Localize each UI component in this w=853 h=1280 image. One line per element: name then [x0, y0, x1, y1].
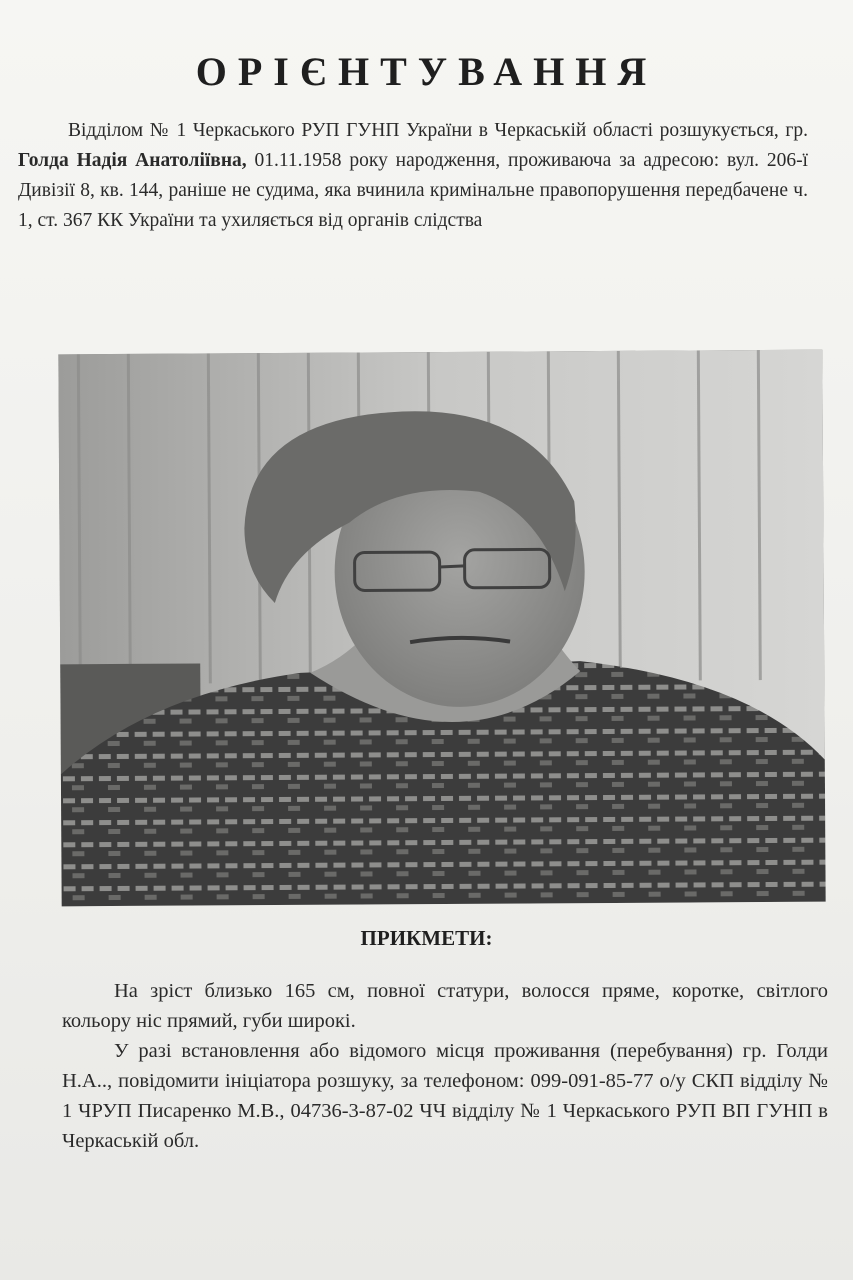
person-photo [58, 350, 825, 907]
document-title: ОРІЄНТУВАННЯ [195, 49, 658, 94]
intro-text-part1: Відділом № 1 Черкаського РУП ГУНП України в Черкаській області розшукується, гр. [68, 120, 808, 141]
features-heading: ПРИКМЕТИ: [360, 926, 493, 950]
contact-paragraph: У разі встановлення або відомого місця проживання (перебування) гр. Голди Н.А.., повідомити ініціатора розшуку, за телефоном: 099-091-85-77 о/у СКП відділу № 1 ЧРУП Писаренко М.В., 04736-3-87-02 ЧЧ відділу № 1 Черкаського РУП ВП ГУНП в Черкаській обл. [62, 1040, 828, 1152]
description-paragraph: На зріст близько 165 см, повної статури, волосся пряме, коротке, світлого кольору ніс прямий, губи широкі. [62, 980, 828, 1032]
wanted-person-name: Голда Надія Анатоліївна, [18, 150, 247, 171]
features-section [62, 976, 828, 1156]
person-photo-graphic [58, 350, 825, 907]
intro-paragraph [18, 116, 808, 236]
intro-text-part2: 01.11.1958 року народження, проживаюча за адресою: вул. 206-ї Дивізії 8, кв. 144, раніше не судима, яка вчинила кримінальне правопорушення передбачене ч. 1, ст. 367 КК України та ухиляється від органів слідства [18, 150, 808, 231]
